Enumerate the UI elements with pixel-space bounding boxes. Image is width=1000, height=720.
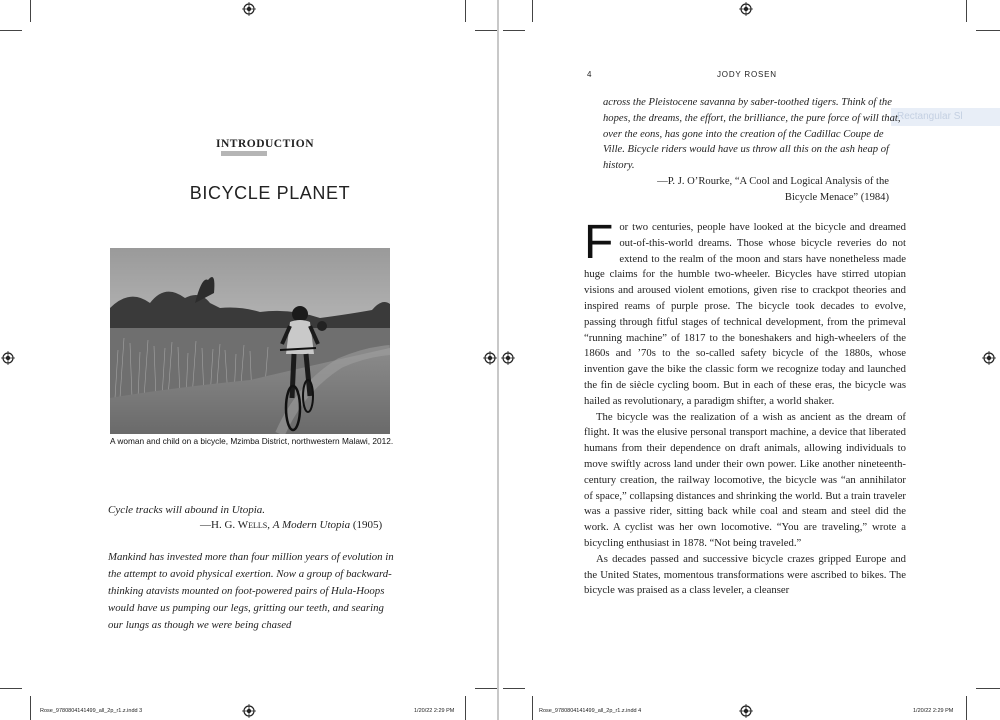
crop-mark xyxy=(0,30,22,31)
left-page xyxy=(0,0,497,720)
paragraph: The bicycle was the realization of a wish as ancient as the dream of flight. It was the elusive personal transport machine, a device that liberated humans from their dependence on draft animals, allowing individuals to move swiftly across land under their own power. Like another nineteenth-century creation, the railway locomotive, the bicycle was “an annihilator of space,” collapsing distances and shrinking the world. But a train traveler was a passive rider, sitting back while coal and steam and steel did the work. A cyclist was her own locomotive. “You are traveling,” wrote a bicycling enthusiast in 1878. “Not being traveled.” xyxy=(584,410,906,549)
crop-mark xyxy=(0,688,22,689)
crop-mark xyxy=(465,0,466,22)
chapter-photo xyxy=(110,248,390,434)
epigraph-attribution: —P. J. O’Rourke, “A Cool and Logical Analysis of the Bicycle Menace” (1984) xyxy=(657,176,889,203)
crop-mark xyxy=(532,0,533,22)
crop-mark xyxy=(966,696,967,720)
drop-cap: F xyxy=(584,216,614,269)
registration-mark-icon xyxy=(739,2,753,16)
registration-mark-icon xyxy=(242,704,256,718)
crop-mark xyxy=(30,0,31,22)
crop-mark xyxy=(503,30,525,31)
slug-filename: Rose_9780804141499_all_2p_r1.z.indd 3 xyxy=(40,708,143,714)
paragraph: As decades passed and successive bicycle crazes gripped Europe and the United States, momentous transformations were ascribed to bikes. The bicycle was praised as a class leveler, a cleanser xyxy=(584,552,906,597)
crop-mark xyxy=(475,30,497,31)
slug-date: 1/20/22 2:29 PM xyxy=(414,708,455,714)
epigraph-attribution: —H. G. Wells, A Modern Utopia (1905) xyxy=(200,519,383,531)
registration-mark-icon xyxy=(1,351,15,365)
registration-mark-icon xyxy=(739,704,753,718)
section-label: INTRODUCTION xyxy=(216,138,315,150)
running-head: JODY ROSEN xyxy=(717,70,777,79)
crop-mark xyxy=(532,696,533,720)
crop-mark xyxy=(30,696,31,720)
section-underline xyxy=(221,151,267,156)
crop-mark xyxy=(475,688,497,689)
registration-mark-icon xyxy=(982,351,996,365)
photo-caption: A woman and child on a bicycle, Mzimba District, northwestern Malawi, 2012. xyxy=(110,436,394,446)
slug-filename: Rose_9780804141499_all_2p_r1.z.indd 4 xyxy=(539,708,642,714)
paragraph xyxy=(584,216,906,410)
crop-mark xyxy=(503,688,525,689)
epigraph-quote: Cycle tracks will abound in Utopia. xyxy=(108,504,266,516)
crop-mark xyxy=(465,696,466,720)
registration-mark-icon xyxy=(242,2,256,16)
crop-mark xyxy=(976,30,1000,31)
paragraph-text: or two centuries, people have looked at the bicycle and dreamed out-of-this-world dreams. Those whose bicycle reveries do not extend to the realm of the moon and stars have nonetheless made huge claims for the humble two-wheeler. Bicycles have stirred utopian visions and aroused violent emotions, given rise to crackpot theories and inspired reams of purple prose. The bicycle took decades to evolve, passing through fitful stages of technical development, from the primeval “running machine” of 1817 to the boneshakers and high-wheelers of the 1860s and ’70s to the so-called safety bicycle of the 1880s, whose invention gave the bike the classic form we recognize today and launched the fin de siècle cycling boom. But in each of these eras, the bicycle was hailed as revolutionary, a paradigm shifter, a world shaker. xyxy=(584,221,906,407)
page-number: 4 xyxy=(587,70,592,79)
crop-mark xyxy=(976,688,1000,689)
registration-mark-icon xyxy=(483,351,497,365)
registration-mark-icon xyxy=(501,351,515,365)
epigraph-year: (1905) xyxy=(352,519,383,531)
chapter-title: BICYCLE PLANET xyxy=(189,183,351,203)
epigraph-continued: across the Pleistocene savanna by saber-toothed tigers. Think of the hopes, the dreams, the effort, the brilliance, the pure force of will that, over the eons, has gone into the creation of the Cadillac Coupe de Ville. Bicycle riders would have us throw all this on the ash heap of history. xyxy=(603,97,901,172)
epigraph-author: —H. G. Wells xyxy=(200,519,268,531)
right-page xyxy=(499,0,1000,720)
slug-date: 1/20/22 2:29 PM xyxy=(913,708,954,714)
epigraph-passage: Mankind has invested more than four million years of evolution in the attempt to avoid physical exertion. Now a group of backward-thinking atavists mounted on foot-powered pairs of Hula-Hoops would have us pumping our legs, gritting our teeth, and searing our lungs as though we were being chased xyxy=(108,551,394,631)
frame-tooltip: Rectangular Sl xyxy=(891,108,1000,126)
epigraph-work: A Modern Utopia xyxy=(272,519,351,531)
body-text xyxy=(584,216,906,599)
crop-mark xyxy=(966,0,967,22)
